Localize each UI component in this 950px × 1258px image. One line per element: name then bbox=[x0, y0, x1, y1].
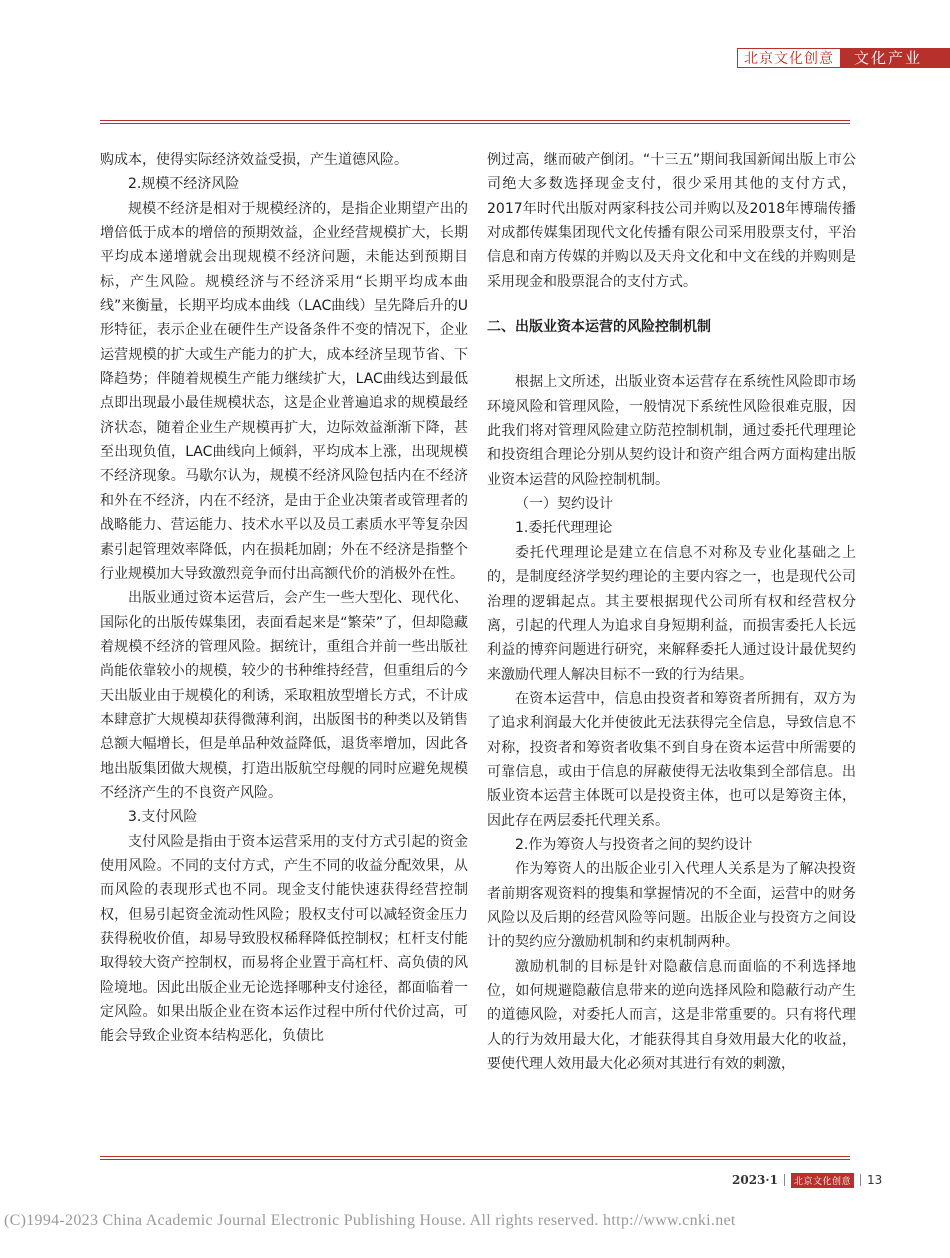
subheading: 3.支付风险 bbox=[128, 809, 198, 826]
section-name: 文化产业 bbox=[840, 48, 950, 68]
subheading: 1.委托代理理论 bbox=[515, 520, 613, 537]
spacer bbox=[487, 339, 856, 370]
divider bbox=[784, 1174, 785, 1186]
left-column bbox=[100, 148, 468, 1049]
paragraph: 委托代理理论是建立在信息不对称及专业化基础之上的，是制度经济学契约理论的主要内容之一，也是现代公司治理的逻辑起点。其主要根据现代公司所有权和经营权分离，引起的代理人为追求自身短期利益，而损害委托人长远利益的博弈问题进行研究，来解释委托人通过设计最优契约来激励代理人解决目标不一致的行为结果。 bbox=[487, 544, 856, 683]
bottom-rule bbox=[100, 1156, 850, 1160]
paragraph: 购成本，使得实际经济效益受损，产生道德风险。 bbox=[100, 152, 408, 168]
spacer bbox=[487, 294, 856, 315]
top-rule bbox=[100, 120, 850, 124]
paragraph: 激励机制的目标是针对隐蔽信息而面临的不利选择地位，如何规避隐蔽信息带来的逆向选择风险和隐蔽行动产生的道德风险，对委托人而言，这是非常重要的。只有将代理人的行为效用最大化，才能获得其自身效用最大化的收益，要使代理人效用最大化必须对其进行有效的刺激， bbox=[487, 958, 856, 1073]
subheading: 2.规模不经济风险 bbox=[128, 176, 240, 193]
magazine-logo: 北京文化创意 bbox=[791, 1173, 854, 1188]
page-footer bbox=[732, 1171, 882, 1189]
magazine-name: 北京文化创意 bbox=[737, 48, 840, 68]
paragraph: 例过高，继而破产倒闭。“十三五”期间我国新闻出版上市公司绝大多数选择现金支付，很少采用其他的支付方式，2017年时代出版对两家科技公司并购以及2018年博瑞传播对成都传媒集团现代文化传播有限公司采用股票支付，平治信息和南方传媒的并购以及天舟文化和中文在线的并购则是采用现金和股票混合的支付方式。 bbox=[487, 152, 856, 290]
header-tag bbox=[737, 48, 950, 68]
subheading: 2.作为筹资人与投资者之间的契约设计 bbox=[515, 836, 753, 853]
paragraph: 作为筹资人的出版企业引入代理人关系是为了解决投资者前期客观资料的搜集和掌握情况的不全面，运营中的财务风险以及后期的经营风险等问题。出版企业与投资方之间设计的契约应分激励机制和约束机制两种。 bbox=[487, 861, 856, 951]
paragraph: 出版业通过资本运营后，会产生一些大型化、现代化、国际化的出版传媒集团，表面看起来是“繁荣”了，但却隐藏着规模不经济的管理风险。据统计，重组合并前一些出版社尚能依靠较小的规模，较少的书种维持经营，但重组后的今天出版业由于规模化的利诱，采取粗放型增长方式，不计成本肆意扩大规模却获得微薄利润，出版图书的种类以及销售总额大幅增长，但是单品种效益降低，退货率增加，因此各地出版集团做大规模，打造出版航空母舰的同时应避免规模不经济产生的不良资产风险。 bbox=[100, 590, 468, 801]
issue-number: 2023·1 bbox=[732, 1173, 778, 1187]
paragraph: 在资本运营中，信息由投资者和筹资者所拥有，双方为了追求利润最大化并使彼此无法获得完全信息，导致信息不对称，投资者和筹资者收集不到自身在资本运营中所需要的可靠信息，或由于信息的屏蔽使得无法收集到全部信息。出版业资本运营主体既可以是投资主体，也可以是筹资主体，因此存在两层委托代理关系。 bbox=[487, 690, 856, 829]
right-column bbox=[487, 148, 856, 1076]
section-heading: 二、出版业资本运营的风险控制机制 bbox=[487, 319, 711, 336]
divider bbox=[860, 1174, 861, 1186]
subheading: （一）契约设计 bbox=[515, 496, 613, 513]
page-number: 13 bbox=[866, 1173, 883, 1187]
paragraph: 支付风险是指由于资本运营采用的支付方式引起的资金使用风险。不同的支付方式，产生不同的收益分配效果，从而风险的表现形式也不同。现金支付能快速获得经营控制权，但易引起资金流动性风险；股权支付可以减轻资金压力获得税收价值，却易导致股权稀释降低控制权；杠杆支付能取得较大资产控制权，而易将企业置于高杠杆、高负债的风险境地。因此出版企业无论选择哪种支付途径，都面临着一定风险。如果出版企业在资本运作过程中所付代价过高，可能会导致企业资本结构恶化，负债比 bbox=[100, 833, 468, 1045]
copyright-watermark: (C)1994-2023 China Academic Journal Electronic Publishing House. All rights reserved. http://www.cnki.net bbox=[4, 1212, 736, 1229]
paragraph: 规模不经济是相对于规模经济的，是指企业期望产出的增倍低于成本的增倍的预期效益，企业经营规模扩大，长期平均成本递增就会出现规模不经济问题，未能达到预期目标，产生风险。规模经济与不经济采用“长期平均成本曲线”来衡量，长期平均成本曲线（LAC曲线）呈先降后升的U形特征，表示企业在硬件生产设备条件不变的情况下，企业运营规模的扩大或生产能力的扩大，成本经济呈现节省、下降趋势；伴随着规模生产能力继续扩大，LAC曲线达到最低点即出现最小最佳规模状态，这是企业普遍追求的规模最经济状态，随着企业生产规模再扩大，边际效益渐渐下降，甚至出现负值，LAC曲线向上倾斜，平均成本上涨，出现规模不经济现象。马歇尔认为，规模不经济风险包括内在不经济和外在不经济，内在不经济，是由于企业决策者或管理者的战略能力、营运能力、技术水平以及员工素质水平等复杂因素引起管理效率降低，内在损耗加剧；外在不经济是指整个行业规模加大导致激烈竞争而付出高额代价的消极外在性。 bbox=[100, 200, 468, 582]
paragraph: 根据上文所述，出版业资本运营存在系统性风险即市场环境风险和管理风险，一般情况下系统性风险很难克服，因此我们将对管理风险建立防范控制机制，通过委托代理理论和投资组合理论分别从契约设计和资产组合两方面构建出版业资本运营的风险控制机制。 bbox=[487, 374, 856, 488]
